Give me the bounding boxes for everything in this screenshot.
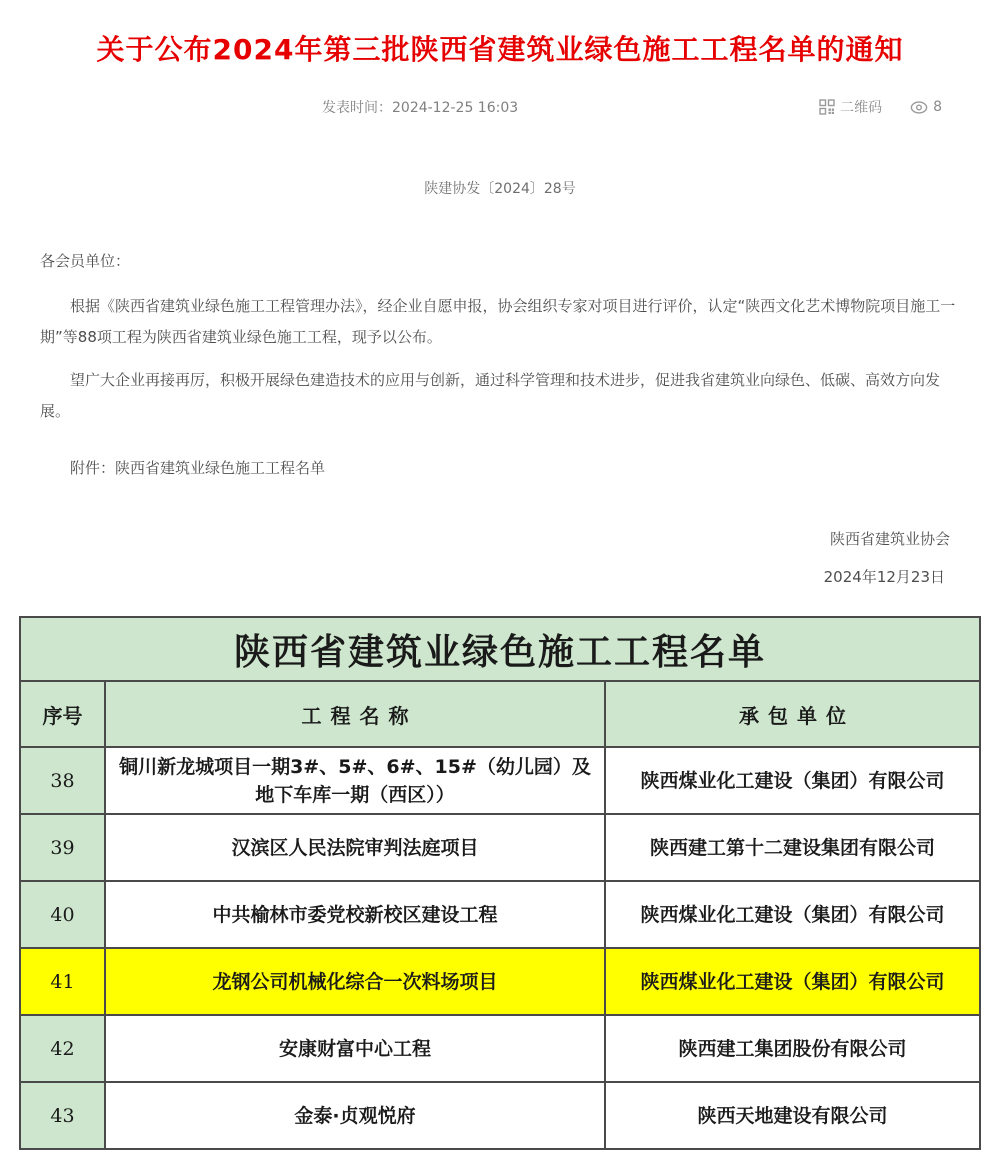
doc-number: 陕建协发〔2024〕28号 xyxy=(424,181,576,197)
project-name-cell: 龙钢公司机械化综合一次料场项目 xyxy=(105,948,605,1015)
qrcode-label: 二维码 xyxy=(840,100,883,116)
signature-date: 2024年12月23日 xyxy=(823,568,945,586)
contractor-cell: 陕西建工集团股份有限公司 xyxy=(605,1015,980,1082)
table-title-row xyxy=(20,617,980,681)
table-row xyxy=(20,747,980,814)
qrcode-button[interactable] xyxy=(819,97,882,117)
contractor-cell: 陕西煤业化工建设（集团）有限公司 xyxy=(605,948,980,1015)
column-header-project: 工程名称 xyxy=(105,681,605,747)
contractor-cell: 陕西煤业化工建设（集团）有限公司 xyxy=(605,881,980,948)
project-table xyxy=(19,616,981,1150)
contractor-cell: 陕西煤业化工建设（集团）有限公司 xyxy=(605,747,980,814)
project-name-cell: 中共榆林市委党校新校区建设工程 xyxy=(105,881,605,948)
project-name-cell: 铜川新龙城项目一期3#、5#、6#、15#（幼儿园）及地下车库一期（西区）） xyxy=(105,747,605,814)
row-number-cell: 42 xyxy=(20,1015,105,1082)
project-name-cell: 金泰·贞观悦府 xyxy=(105,1082,605,1149)
row-number-cell: 40 xyxy=(20,881,105,948)
row-number-cell: 43 xyxy=(20,1082,105,1149)
page-title: 关于公布2024年第三批陕西省建筑业绿色施工工程名单的通知 xyxy=(96,33,904,66)
project-name-cell: 安康财富中心工程 xyxy=(105,1015,605,1082)
column-header-no: 序号 xyxy=(20,681,105,747)
attachment-line: 附件：陕西省建筑业绿色施工工程名单 xyxy=(70,459,326,477)
publish-time: 发表时间：2024-12-25 16:03 xyxy=(322,100,519,116)
table-row xyxy=(20,1015,980,1082)
contractor-cell: 陕西天地建设有限公司 xyxy=(605,1082,980,1149)
signature-org: 陕西省建筑业协会 xyxy=(829,530,950,548)
view-count: 8 xyxy=(933,99,942,115)
contractor-cell: 陕西建工第十二建设集团有限公司 xyxy=(605,814,980,881)
table-row xyxy=(20,814,980,881)
project-name-cell: 汉滨区人民法院审判法庭项目 xyxy=(105,814,605,881)
paragraph-2: 望广大企业再接再厉，积极开展绿色建造技术的应用与创新，通过科学管理和技术进步，促进我省建筑业向绿色、低碳、高效方向发展。 xyxy=(40,371,941,420)
row-number-cell: 39 xyxy=(20,814,105,881)
table-row xyxy=(20,881,980,948)
paragraph-1: 根据《陕西省建筑业绿色施工工程管理办法》，经企业自愿申报，协会组织专家对项目进行评价，认定“陕西文化艺术博物院项目施工一期”等88项工程为陕西省建筑业绿色施工工程，现予以公布。 xyxy=(40,297,956,346)
eye-icon xyxy=(910,101,928,114)
table-row xyxy=(20,1082,980,1149)
column-header-contractor: 承包单位 xyxy=(605,681,980,747)
row-number-cell: 38 xyxy=(20,747,105,814)
view-counter xyxy=(910,99,942,115)
table-row-highlighted xyxy=(20,948,980,1015)
signature-block xyxy=(0,524,1000,592)
table-title: 陕西省建筑业绿色施工工程名单 xyxy=(20,617,980,681)
row-number-cell: 41 xyxy=(20,948,105,1015)
table-header-row xyxy=(20,681,980,747)
letter-body xyxy=(40,246,960,484)
qrcode-icon xyxy=(819,99,835,115)
meta-row xyxy=(0,94,1000,120)
salutation: 各会员单位： xyxy=(40,252,131,270)
